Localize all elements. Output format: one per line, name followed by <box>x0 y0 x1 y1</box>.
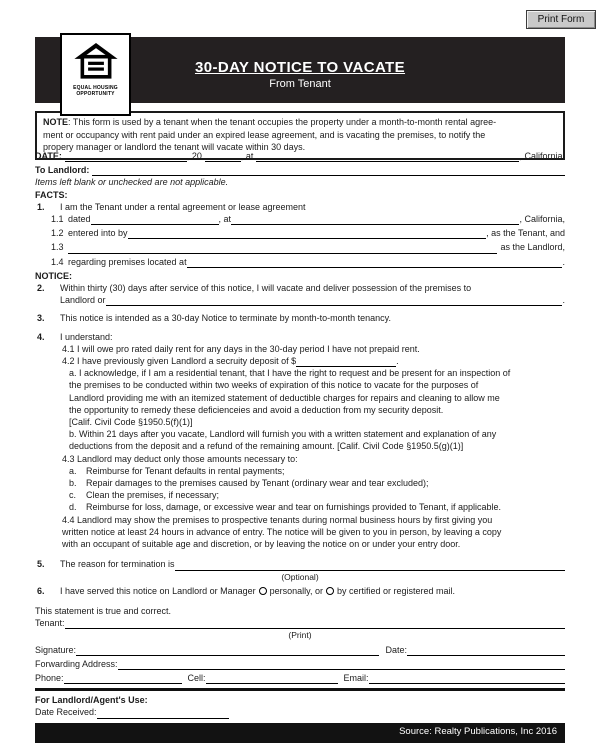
print-hint: (Print) <box>288 630 312 641</box>
tenant-name-print-blank[interactable] <box>65 618 565 629</box>
date-row <box>35 150 565 162</box>
clause-4-2b-line1: b. Within 21 days after you vacate, Landlord will furnish you with a written statement and explanation of any <box>69 429 497 440</box>
cell-label: Cell: <box>187 672 206 683</box>
item-2-period: . <box>562 295 565 306</box>
statement-line: This statement is true and correct. <box>35 605 172 616</box>
premises-address-blank[interactable] <box>187 257 563 268</box>
item-6-mid: personally, or <box>269 585 323 596</box>
note-line2: ment or occupancy with rent paid under an expired lease agreement, and is vacating the premises, to notify the <box>43 129 486 140</box>
agreement-date-blank[interactable] <box>91 214 219 225</box>
clause-4-1: 4.1 I will owe pro rated daily rent for any days in the 30-day period I have not prepaid rent. <box>62 343 420 354</box>
city-blank[interactable] <box>256 151 519 162</box>
clause-4-2a-line3: Landlord providing me with an itemized statement of deductible charges for repairs and cleaning to allow me <box>69 392 500 403</box>
clause-4-3d <box>69 501 565 513</box>
fact-1-1 <box>51 213 565 225</box>
item-1-number: 1. <box>37 201 45 212</box>
clause-4-2 <box>62 355 565 367</box>
form-title: 30-DAY NOTICE TO VACATE <box>194 59 406 76</box>
item-6-number: 6. <box>37 585 45 596</box>
logo-text-line1: EQUAL HOUSING <box>73 85 118 91</box>
fact-1-4 <box>51 256 565 268</box>
notice-heading: NOTICE: <box>35 270 72 281</box>
tenant-label: Tenant: <box>35 618 65 629</box>
signature-row <box>35 644 565 656</box>
print-form-button[interactable]: Print Form <box>526 10 596 29</box>
date-california: , California. <box>519 151 565 161</box>
source-text: Source: Realty Publications, Inc 2016 <box>399 726 557 738</box>
to-landlord-label: To Landlord: <box>35 165 90 176</box>
sub-1-3-number: 1.3 <box>51 242 64 253</box>
blank-items-note: Items left blank or unchecked are not applicable. <box>35 177 229 188</box>
item-4-text: I understand: <box>60 331 113 342</box>
forwarding-address-blank[interactable] <box>118 659 565 670</box>
clause-4-2a-line2: the premises to be conducted within two weeks of expiration of this notice to vacate for the purposes of <box>69 380 479 391</box>
sub-1-1-pre: dated <box>68 214 91 225</box>
clause-4-3d-letter: d. <box>69 502 77 513</box>
sub-1-4-number: 1.4 <box>51 256 64 267</box>
sub-1-1-suffix: , California, <box>519 214 565 225</box>
note-line1: : This form is used by a tenant when the tenant occupies the property under a month-to-month rental agree- <box>68 117 497 127</box>
sub-1-1-at: , at <box>218 214 232 225</box>
sub-1-2-number: 1.2 <box>51 228 64 239</box>
item-3-number: 3. <box>37 313 45 324</box>
item-5-text: The reason for termination is <box>60 559 175 570</box>
phone-row <box>35 672 565 684</box>
notice-item-4 <box>35 331 565 343</box>
email-label: Email: <box>343 672 369 683</box>
clause-4-3d-text: Reimburse for loss, damage, or excessive wear and tear on furnishings provided to Tenant, if applicable. <box>86 502 502 513</box>
to-landlord-row <box>35 164 565 176</box>
clause-4-2-text: 4.2 I have previously given Landlord a secruity deposit of $ <box>62 356 297 367</box>
fact-item-1 <box>35 201 565 213</box>
sub-1-4-pre: regarding premises located at <box>68 256 187 267</box>
equal-housing-logo <box>60 33 131 116</box>
item-2-number: 2. <box>37 283 45 294</box>
forwarding-row <box>35 658 565 670</box>
source-bar <box>35 723 565 743</box>
sig-date-label: Date: <box>385 644 407 655</box>
note-label: NOTE <box>43 117 69 127</box>
year-blank[interactable] <box>205 151 241 162</box>
item-2-line2 <box>60 294 565 306</box>
fact-1-3 <box>51 241 565 253</box>
item-6-suffix: by certified or registered mail. <box>336 585 456 596</box>
clause-4-3c-text: Clean the premises, if necessary; <box>86 490 220 501</box>
date-year-prefix: , 20 <box>186 151 202 161</box>
footer-divider <box>35 688 565 691</box>
item-2-landlord-or: Landlord or <box>60 295 106 306</box>
clause-4-2a-line4: the opportunity to remedy these deficienceies and avoid a deduction from my security deposit. <box>69 404 444 415</box>
facts-heading: FACTS: <box>35 189 68 200</box>
item-5-number: 5. <box>37 559 45 570</box>
date-label: DATE: <box>35 151 62 161</box>
tenant-name-blank[interactable] <box>128 228 487 239</box>
clause-4-3a <box>69 465 565 477</box>
clause-4-3b-text: Repair damages to the premises caused by Tenant (ordinary wear and tear excluded); <box>86 478 429 489</box>
item-4-number: 4. <box>37 331 45 342</box>
fact-1-2 <box>51 227 565 239</box>
email-blank[interactable] <box>369 673 565 684</box>
clause-4-4-line1: 4.4 Landlord may show the premises to prospective tenants during normal business hours by first giving you <box>62 514 493 525</box>
notice-item-6 <box>35 585 565 597</box>
clause-4-3b-letter: b. <box>69 478 77 489</box>
optional-hint: (Optional) <box>281 571 319 582</box>
sub-1-2-pre: entered into by <box>68 228 128 239</box>
vacate-landlord-blank[interactable] <box>106 295 563 306</box>
landlord-name-blank[interactable] <box>92 165 565 176</box>
agreement-city-blank[interactable] <box>231 214 519 225</box>
date-received-row <box>35 706 565 718</box>
phone-label: Phone: <box>35 672 64 683</box>
form-body <box>35 150 565 743</box>
equal-housing-house-icon <box>73 35 119 82</box>
notice-item-5 <box>35 558 565 570</box>
tenant-row <box>35 617 565 629</box>
form-subtitle: From Tenant <box>269 78 331 90</box>
landlord-use-heading: For Landlord/Agent's Use: <box>35 695 148 706</box>
deposit-amount-blank[interactable] <box>296 356 396 367</box>
clause-4-4-line3: with an occupant of suitable age and discretion, or by leaving the notice on or under your entry door. <box>62 539 461 550</box>
landlord-party-blank[interactable] <box>68 243 497 254</box>
clause-4-2a-line1: a. I acknowledge, if I am a residential tenant, that I have the right to request and be present for an inspection of <box>69 368 511 379</box>
item-3-text: This notice is intended as a 30-day Notice to terminate by month-to-month tenancy. <box>60 313 392 324</box>
cell-blank[interactable] <box>206 673 338 684</box>
clause-4-3b <box>69 477 565 489</box>
date-received-label: Date Received: <box>35 707 97 718</box>
personally-radio[interactable] <box>259 587 267 595</box>
date-received-blank[interactable] <box>97 708 229 719</box>
item-2-line1: Within thirty (30) days after service of this notice, I will vacate and deliver possession of the premises to <box>60 283 472 294</box>
clause-4-3c-letter: c. <box>69 490 77 501</box>
signature-label: Signature: <box>35 644 77 655</box>
logo-text-line2: OPPORTUNITY <box>76 91 115 97</box>
clause-4-3: 4.3 Landlord may deduct only those amounts necessary to: <box>62 453 298 464</box>
clause-4-3a-letter: a. <box>69 465 77 476</box>
signature-blank[interactable] <box>76 645 379 656</box>
sub-1-2-suffix: , as the Tenant, and <box>486 228 565 239</box>
header-bar <box>35 37 565 103</box>
phone-blank[interactable] <box>64 673 182 684</box>
note-line3: propery manager or landlord the tenant will vacate within 30 days. <box>43 142 306 152</box>
clause-4-3c <box>69 489 565 501</box>
forwarding-label: Forwarding Address: <box>35 658 118 669</box>
sub-1-4-suffix: . <box>562 256 565 267</box>
clause-4-2b-line2: deductions from the deposit and a refund of the remaining amount. [Calif. Civil Code §1950.5(g)(1)] <box>69 441 464 452</box>
clause-4-4-line2: written notice at least 24 hours in advance of entry. The notice will be given to you in person, by leaving a copy <box>62 526 502 537</box>
clause-4-2a-citation: [Calif. Civil Code §1950.5(f)(1)] <box>69 417 193 428</box>
termination-reason-blank[interactable] <box>175 560 565 571</box>
notice-item-2 <box>35 282 565 306</box>
item-6-text: I have served this notice on Landlord or Manager <box>60 585 256 596</box>
item-1-text: I am the Tenant under a rental agreement or lease agreement <box>60 201 306 212</box>
notice-item-3 <box>35 312 565 324</box>
clause-4-3a-text: Reimburse for Tenant defaults in rental payments; <box>86 465 285 476</box>
clause-4-2-period: . <box>396 356 399 367</box>
date-at: , at <box>240 151 254 161</box>
date-blank[interactable] <box>65 151 187 162</box>
sig-date-blank[interactable] <box>407 645 565 656</box>
sub-1-1-number: 1.1 <box>51 214 64 225</box>
sub-1-3-suffix: as the Landlord, <box>500 242 565 253</box>
certified-mail-radio[interactable] <box>326 587 334 595</box>
